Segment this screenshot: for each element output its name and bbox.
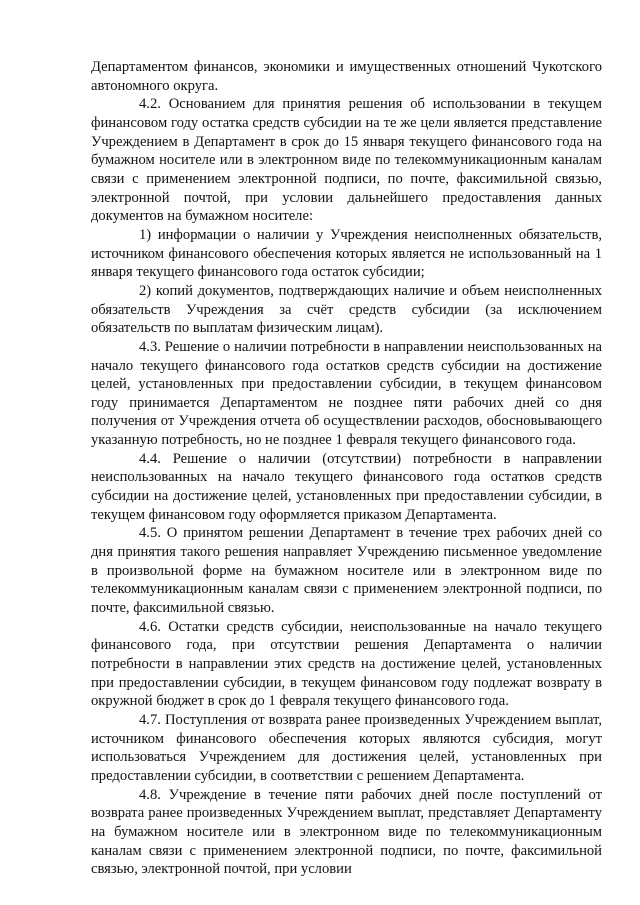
paragraph-4-3: 4.3. Решение о наличии потребности в направлении неиспользованных на начало текущего финансового года остатков средств субсидии на достижение целей, установленных при предоставлении субсидии, в текущем финансовом году принимается Департаментом не позднее пяти рабочих дней со дня получения от Учреждения отчета об осуществлении расходов, обосновывающего указанную потребность, но не позднее 1 февраля текущего финансового года. — [91, 338, 602, 449]
list-item-1: 1) информации о наличии у Учреждения неисполненных обязательств, источником финансового обеспечения которых является не использованный на 1 января текущего финансового года остаток субсидии; — [91, 226, 602, 281]
list-item-2: 2) копий документов, подтверждающих наличие и объем неисполненных обязательств Учреждения за счёт средств субсидии (за исключением обязательств по выплатам физическим лицам). — [91, 282, 602, 337]
paragraph-4-5: 4.5. О принятом решении Департамент в течение трех рабочих дней со дня принятия такого решения направляет Учреждению письменное уведомление в произвольной форме на бумажном носителе или в электронном виде по телекоммуникационным каналам связи с применением электронной подписи, по почте, факсимильной связью. — [91, 525, 602, 617]
paragraph-continuation: Департаментом финансов, экономики и имущественных отношений Чукотского автономного округа. — [91, 59, 602, 94]
paragraph-4-4: 4.4. Решение о наличии (отсутствии) потребности в направлении неиспользованных на начало текущего финансового года остатков средств субсидии на достижение целей, установленных при предоставлении субсидии, в текущем финансовом году оформляется приказом Департамента. — [91, 450, 602, 523]
paragraph-4-6: 4.6. Остатки средств субсидии, неиспользованные на начало текущего финансового года, при отсутствии решения Департамента о наличии потребности в направлении этих средств на достижение целей, установленных при предоставлении субсидии, в текущем финансовом году подлежат возврату в окружной бюджет в срок до 1 февраля текущего финансового года. — [91, 618, 602, 710]
paragraph-4-8: 4.8. Учреждение в течение пяти рабочих дней после поступлений от возврата ранее произведенных Учреждением выплат, представляет Департаменту на бумажном носителе или в электронном виде по телекоммуникационным каналам связи с применением электронной подписи, по почте, факсимильной связью, электронной почтой, при условии — [91, 786, 602, 878]
paragraph-4-7: 4.7. Поступления от возврата ранее произведенных Учреждением выплат, источником финансового обеспечения которых являются субсидия, могут использоваться Учреждением для достижения целей, установленных при предоставлении субсидии, в соответствии с решением Департамента. — [91, 711, 602, 784]
paragraph-4-2: 4.2. Основанием для принятия решения об использовании в текущем финансовом году остатка средств субсидии на те же цели является представление Учреждением в Департамент в срок до 15 января текущего финансового года на бумажном носителе или в электронном виде по телекоммуникационным каналам связи с применением электронной подписи, по почте, факсимильной связью, электронной почтой, при условии дальнейшего предоставления данных документов на бумажном носителе: — [91, 96, 602, 225]
